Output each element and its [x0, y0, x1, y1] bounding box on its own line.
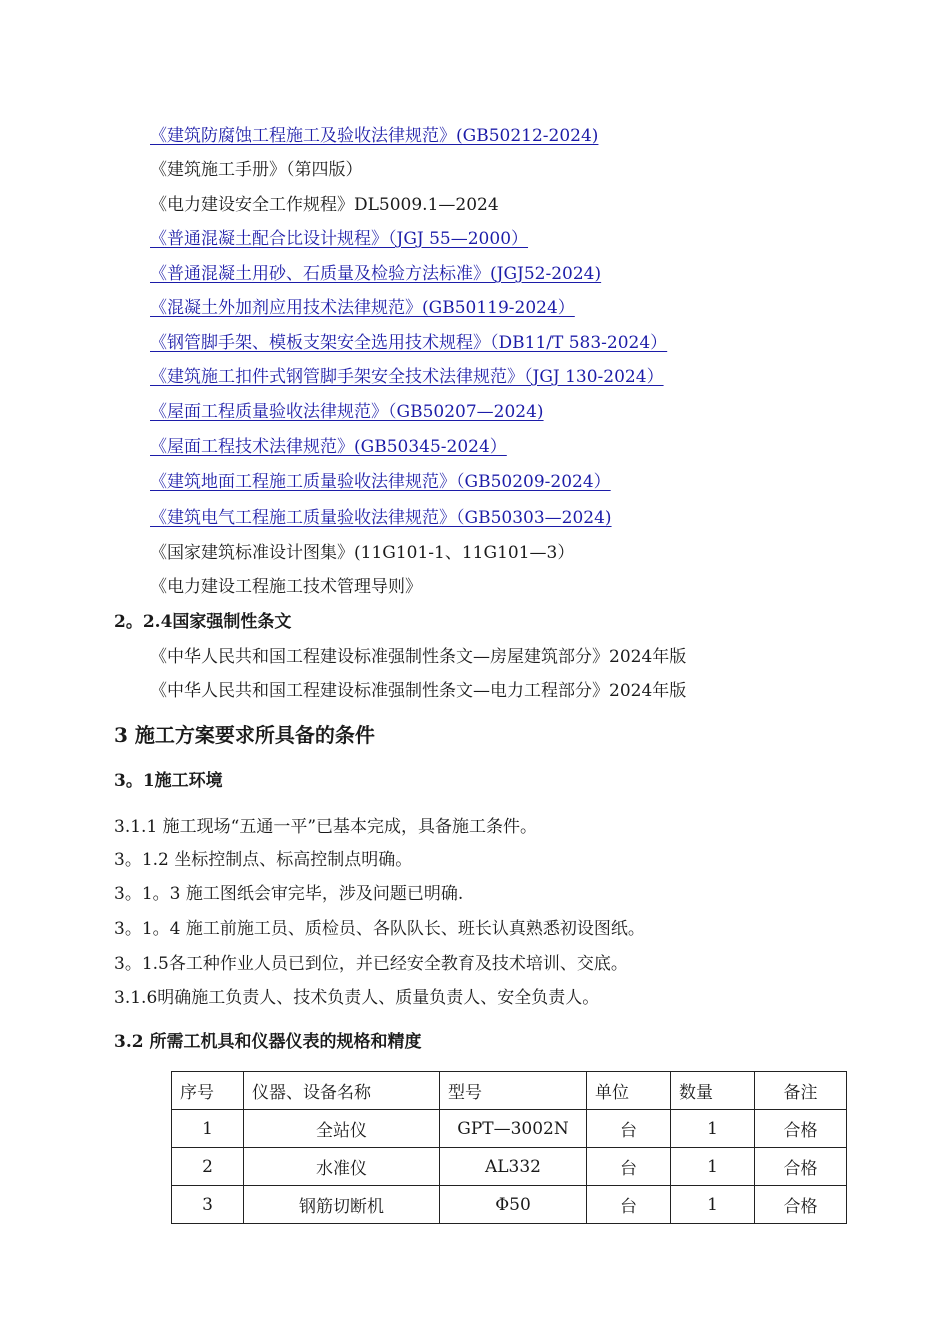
table-cell: 合格 — [755, 1186, 847, 1224]
reference-item[interactable]: 《屋面工程技术法律规范》(GB50345-2024） — [150, 437, 507, 457]
reference-item[interactable]: 《钢管脚手架、模板支架安全选用技术规程》（DB11/T 583-2024） — [150, 333, 668, 353]
reference-item: 《电力建设工程施工技术管理导则》 — [150, 577, 422, 597]
table-cell: 台 — [587, 1148, 671, 1186]
table-row — [172, 1186, 847, 1224]
table-cell: Φ50 — [440, 1186, 587, 1224]
reference-item[interactable]: 《建筑施工扣件式钢管脚手架安全技术法律规范》（JGJ 130-2024） — [150, 367, 664, 387]
reference-item[interactable]: 《建筑地面工程施工质量验收法律规范》（GB50209-2024） — [150, 472, 611, 492]
reference-item[interactable]: 《建筑防腐蚀工程施工及验收法律规范》(GB50212-2024) — [150, 126, 599, 146]
table-cell: AL332 — [440, 1148, 587, 1186]
condition-item: 3。1。4 施工前施工员、质检员、各队队长、班长认真熟悉初设图纸。 — [114, 919, 645, 939]
table-header-cell: 仪器、设备名称 — [244, 1072, 440, 1110]
reference-item: 《建筑施工手册》（第四版） — [150, 160, 363, 180]
reference-item[interactable]: 《屋面工程质量验收法律规范》（GB50207—2024) — [150, 402, 544, 422]
table-header-row — [172, 1072, 847, 1110]
mandatory-clause-item: 《中华人民共和国工程建设标准强制性条文—房屋建筑部分》2024年版 — [150, 647, 687, 667]
table-header-cell: 序号 — [172, 1072, 244, 1110]
condition-item: 3.1.1 施工现场“五通一平”已基本完成，具备施工条件。 — [114, 817, 538, 837]
mandatory-clause-item: 《中华人民共和国工程建设标准强制性条文—电力工程部分》2024年版 — [150, 681, 687, 701]
table-header-cell: 备注 — [755, 1072, 847, 1110]
table-header-cell: 单位 — [587, 1072, 671, 1110]
table-row — [172, 1110, 847, 1148]
table-cell: 合格 — [755, 1148, 847, 1186]
table-cell: 3 — [172, 1186, 244, 1224]
table-cell: 台 — [587, 1110, 671, 1148]
table-cell: GPT—3002N — [440, 1110, 587, 1148]
table-cell: 钢筋切断机 — [244, 1186, 440, 1224]
table-cell: 2 — [172, 1148, 244, 1186]
table-header-cell: 型号 — [440, 1072, 587, 1110]
equipment-table — [171, 1071, 847, 1224]
table-header-cell: 数量 — [671, 1072, 755, 1110]
reference-item[interactable]: 《建筑电气工程施工质量验收法律规范》（GB50303—2024) — [150, 508, 612, 528]
section-heading-2-2-4: 2。2.4国家强制性条文 — [114, 612, 292, 632]
table-cell: 台 — [587, 1186, 671, 1224]
table-cell: 1 — [671, 1110, 755, 1148]
condition-item: 3.1.6明确施工负责人、技术负责人、质量负责人、安全负责人。 — [114, 988, 600, 1008]
table-cell: 合格 — [755, 1110, 847, 1148]
section-heading-3: 3 施工方案要求所具备的条件 — [114, 723, 375, 747]
section-heading-3-1: 3。1施工环境 — [114, 771, 223, 791]
table-cell: 1 — [671, 1148, 755, 1186]
table-cell: 1 — [671, 1186, 755, 1224]
condition-item: 3。1。3 施工图纸会审完毕，涉及问题已明确. — [114, 884, 464, 904]
reference-item: 《电力建设安全工作规程》DL5009.1—2024 — [150, 195, 499, 215]
table-cell: 1 — [172, 1110, 244, 1148]
table-cell: 水准仪 — [244, 1148, 440, 1186]
condition-item: 3。1.5各工种作业人员已到位，并已经安全教育及技术培训、交底。 — [114, 954, 628, 974]
table-row — [172, 1148, 847, 1186]
condition-item: 3。1.2 坐标控制点、标高控制点明确。 — [114, 850, 413, 870]
table-cell: 全站仪 — [244, 1110, 440, 1148]
reference-item[interactable]: 《普通混凝土配合比设计规程》（JGJ 55—2000） — [150, 229, 529, 249]
reference-item: 《国家建筑标准设计图集》(11G101-1、11G101—3） — [150, 543, 575, 563]
section-heading-3-2: 3.2 所需工机具和仪器仪表的规格和精度 — [114, 1032, 422, 1052]
reference-item[interactable]: 《混凝土外加剂应用技术法律规范》(GB50119-2024） — [150, 298, 575, 318]
reference-item[interactable]: 《普通混凝土用砂、石质量及检验方法标准》(JGJ52-2024) — [150, 264, 602, 284]
